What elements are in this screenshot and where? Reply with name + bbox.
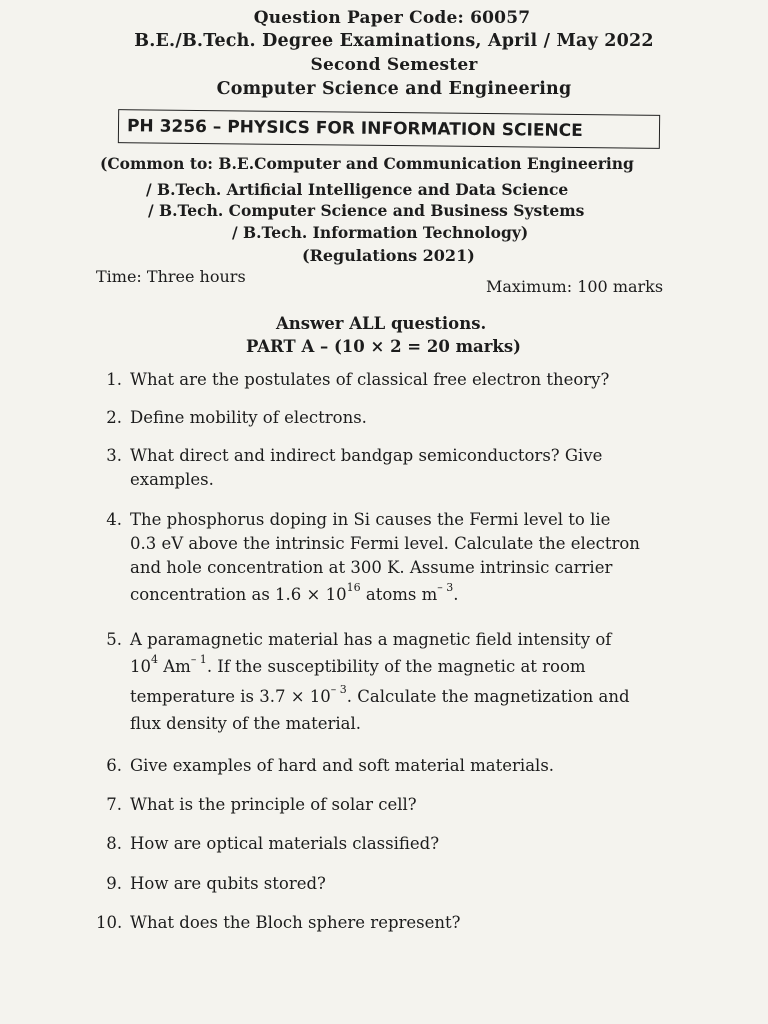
- question-line: flux density of the material.: [130, 714, 362, 733]
- question-line: [130, 652, 630, 682]
- question-line: A paramagnetic material has a magnetic field intensity of: [130, 630, 612, 649]
- exam-duration: Time: Three hours: [96, 267, 246, 286]
- text-part: 10: [130, 657, 151, 676]
- exponent: 4: [151, 653, 158, 666]
- common-to-line-3: / B.Tech. Computer Science and Business Systems: [148, 201, 585, 220]
- semester: Second Semester: [310, 55, 478, 75]
- question-number: 5.: [106, 630, 122, 649]
- text-part: temperature is 3.7 × 10: [130, 687, 331, 706]
- exponent: – 1: [190, 653, 207, 666]
- instruction: Answer ALL questions.: [276, 314, 487, 333]
- question-text: Define mobility of electrons.: [130, 408, 367, 427]
- question-text: How are optical materials classified?: [130, 834, 440, 853]
- regulations: (Regulations 2021): [302, 246, 475, 265]
- part-a-heading: PART A – (10 × 2 = 20 marks): [246, 337, 521, 356]
- question-line: [130, 682, 630, 712]
- text-part: concentration as 1.6 × 10: [130, 585, 347, 604]
- question-number: 1.: [106, 370, 122, 389]
- question-text: Give examples of hard and soft material materials.: [130, 756, 555, 775]
- question-text: [130, 508, 640, 610]
- question-line: What direct and indirect bandgap semiconductors? Give: [130, 446, 603, 465]
- department: Computer Science and Engineering: [216, 79, 572, 99]
- question-number: 3.: [106, 446, 122, 465]
- text-part: .: [453, 585, 459, 604]
- question-text: [130, 444, 602, 492]
- exponent: – 3: [437, 581, 454, 594]
- maximum-marks: Maximum: 100 marks: [486, 277, 664, 296]
- exponent: – 3: [330, 683, 347, 696]
- question-line: examples.: [130, 470, 214, 489]
- paper-code: Question Paper Code: 60057: [253, 8, 531, 28]
- question-line: 0.3 eV above the intrinsic Fermi level. Calculate the electron: [130, 534, 640, 553]
- text-part: Am: [158, 657, 191, 676]
- question-number: 7.: [106, 795, 122, 814]
- text-part: . If the susceptibility of the magnetic at room: [206, 657, 586, 676]
- text-part: . Calculate the magnetization and: [346, 687, 630, 706]
- text-part: atoms m: [360, 585, 438, 604]
- common-to-line-2: / B.Tech. Artificial Intelligence and Data Science: [146, 180, 569, 199]
- question-text: What does the Bloch sphere represent?: [130, 913, 461, 932]
- question-number: 2.: [106, 408, 122, 427]
- question-number: 9.: [106, 874, 122, 893]
- question-text: [130, 628, 630, 736]
- question-text: What is the principle of solar cell?: [130, 795, 417, 814]
- question-line: and hole concentration at 300 K. Assume intrinsic carrier: [130, 558, 613, 577]
- question-text: How are qubits stored?: [130, 874, 326, 893]
- common-to-line-1: (Common to: B.E.Computer and Communication Engineering: [100, 154, 634, 173]
- common-to-line-4: / B.Tech. Information Technology): [232, 223, 529, 242]
- exam-title: B.E./B.Tech. Degree Examinations, April / May 2022: [134, 31, 654, 51]
- exponent: 16: [346, 581, 361, 594]
- question-text: What are the postulates of classical free electron theory?: [130, 370, 610, 389]
- question-number: 6.: [106, 756, 122, 775]
- course-title: PH 3256 – PHYSICS FOR INFORMATION SCIENCE: [118, 109, 660, 149]
- question-number: 8.: [106, 834, 122, 853]
- question-number: 10.: [96, 913, 123, 932]
- question-line: The phosphorus doping in Si causes the Fermi level to lie: [130, 510, 611, 529]
- question-number: 4.: [106, 510, 122, 529]
- question-line: [130, 580, 640, 610]
